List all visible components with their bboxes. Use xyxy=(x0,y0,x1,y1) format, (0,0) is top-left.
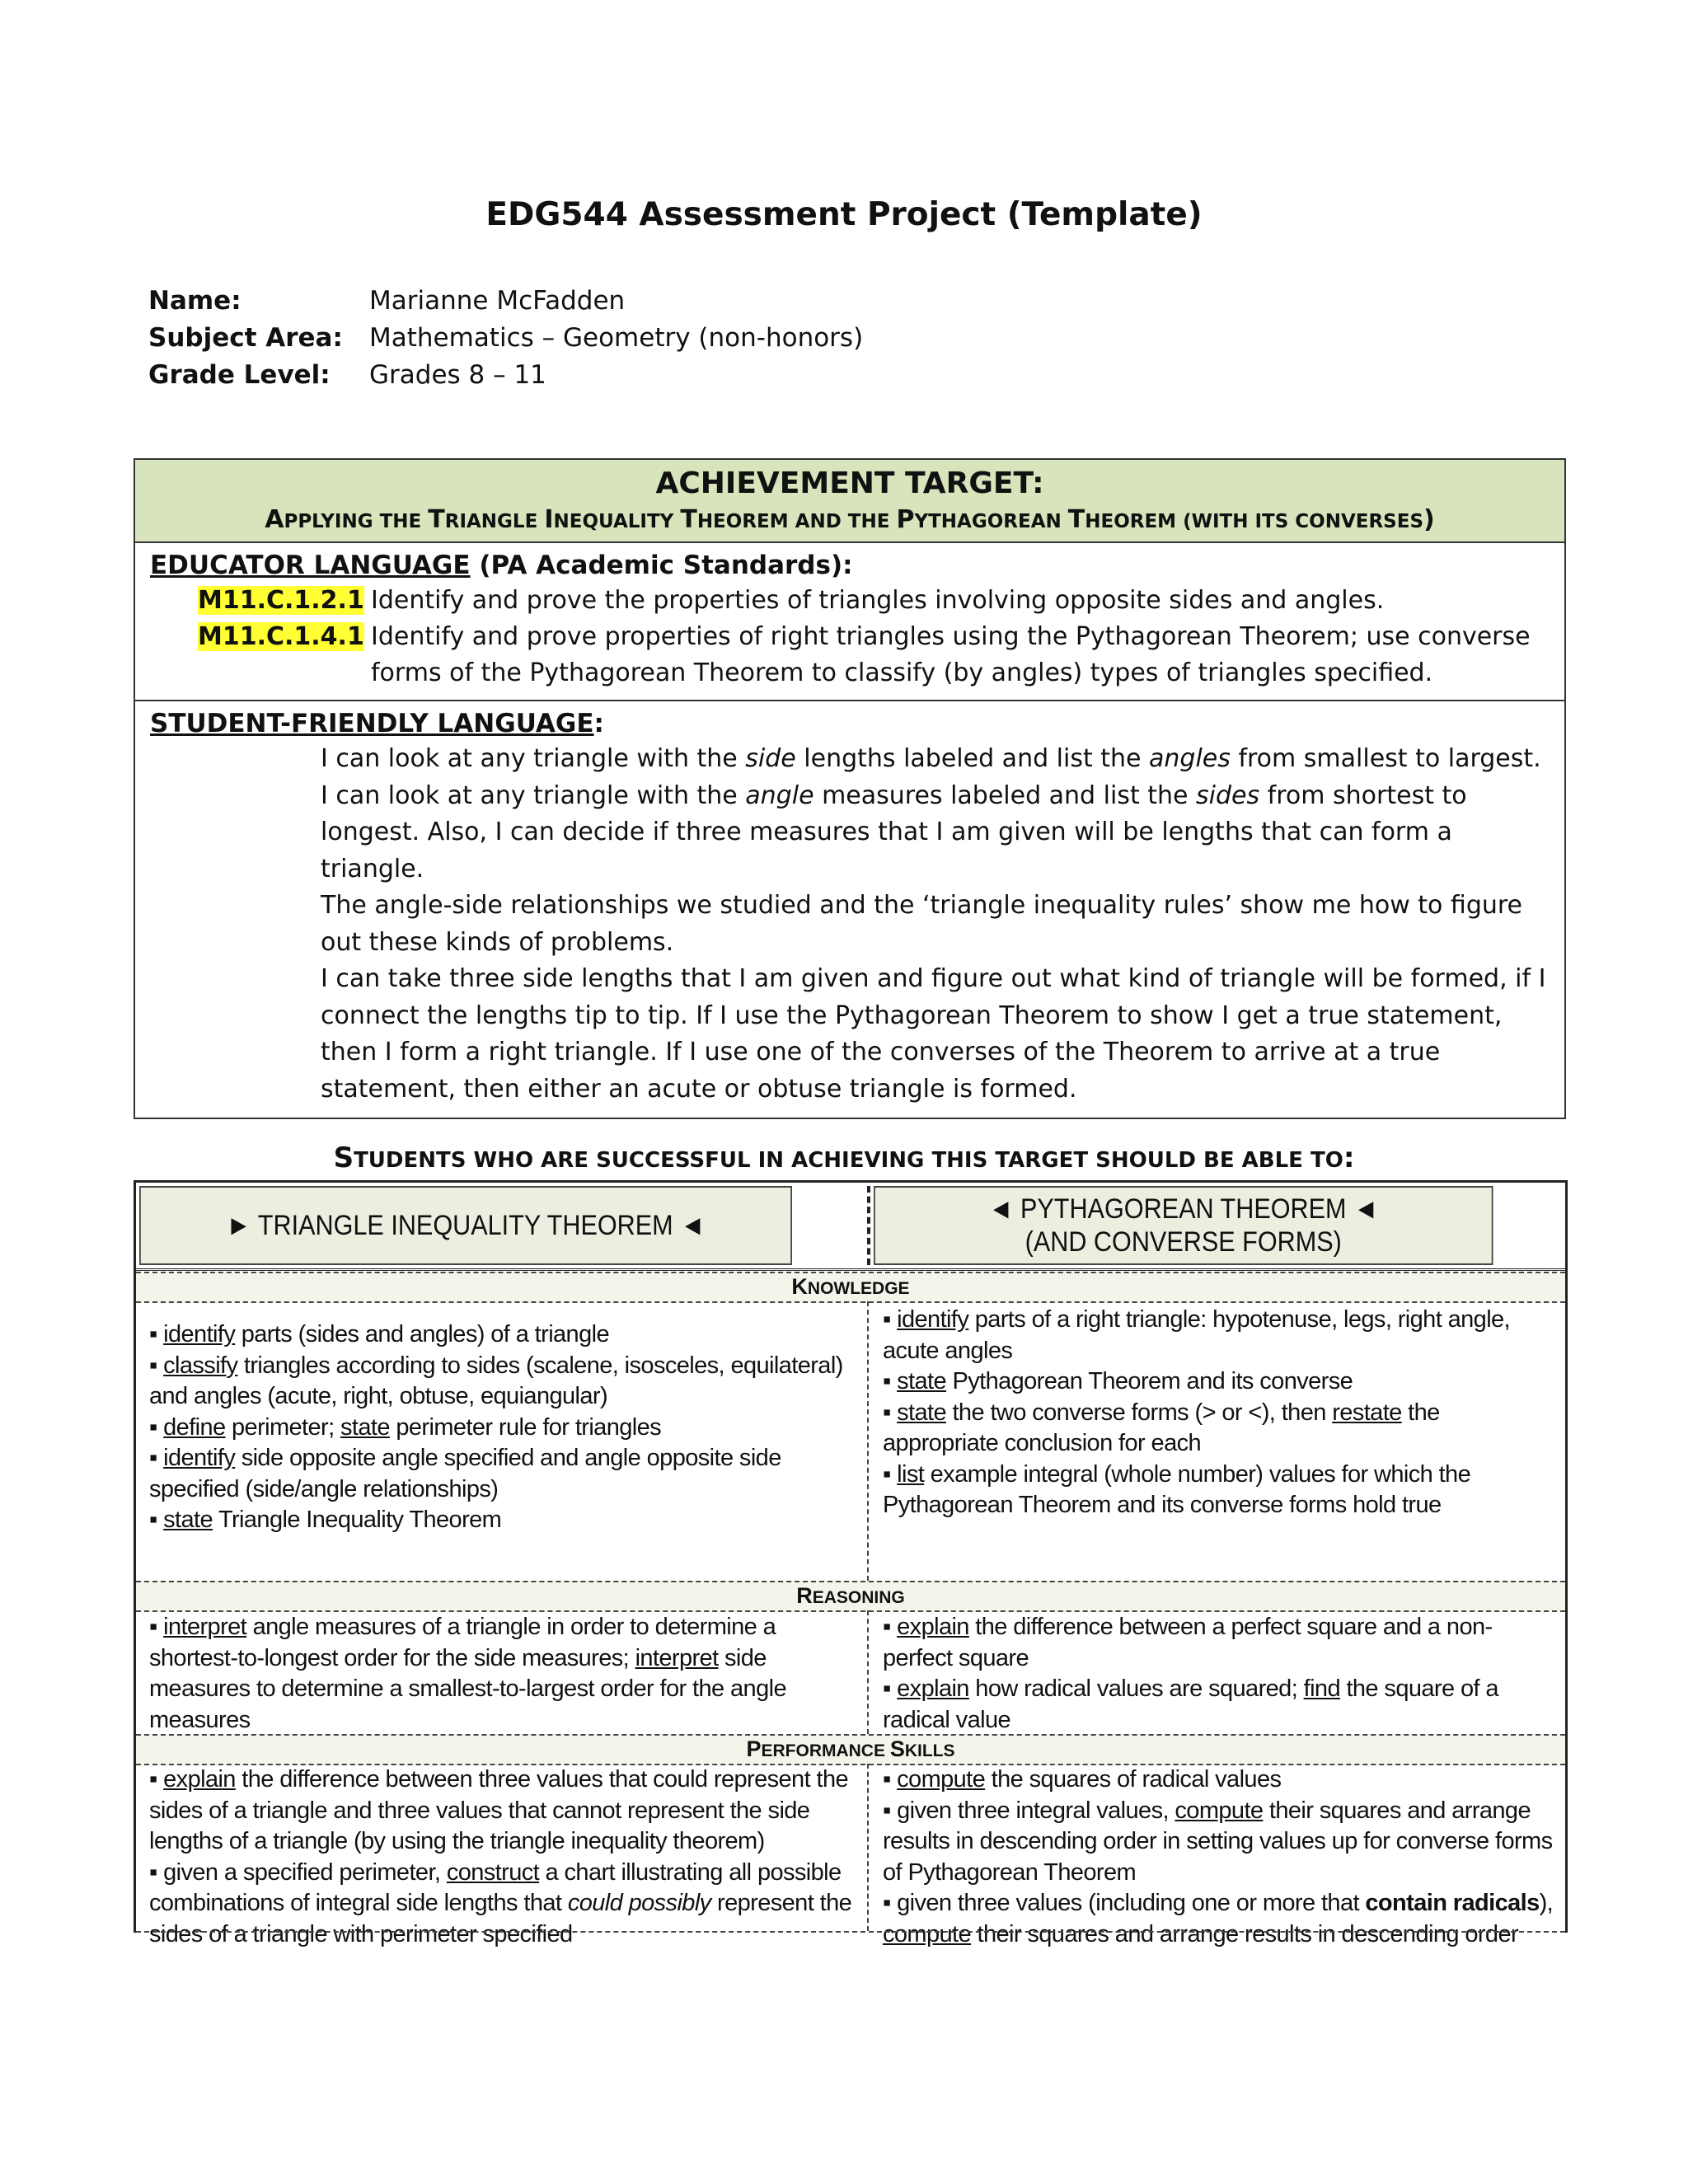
achievement-subtitle: APPLYING THE TRIANGLE INEQUALITY THEOREM AND THE PYTHAGOREAN THEOREM (WITH ITS CONVERSES) xyxy=(265,505,1435,534)
reasoning-left-cell: ▪ interpret angle measures of a triangle in order to determine a shortest-to-longest order for the side measures; interpret side measures to determine a smallest-to-largest order for the angle measures xyxy=(149,1614,786,1733)
header-divider xyxy=(867,1186,870,1265)
table-bottom-line xyxy=(136,1931,1565,1933)
column-divider xyxy=(867,1764,869,1931)
standard-code: M11.C.1.2.1 xyxy=(198,586,364,615)
success-heading: STUDENTS WHO ARE SUCCESSFUL IN ACHIEVING THIS TARGET SHOULD BE ABLE TO: xyxy=(333,1141,1355,1174)
knowledge-left-cell: ▪ identify parts (sides and angles) of a triangle ▪ classify triangles according to sides (scalene, isosceles, equilateral) and angles (acute, right, obtuse, equiangular) ▪ define perimeter; state perimeter rule for triangles ▪ identify side opposite angle specified and angle opposite side specified (side/angle relationships) ▪ state Triangle Inequality Theorem xyxy=(149,1321,843,1533)
performance-skills-band: PERFORMANCE SKILLS xyxy=(136,1734,1565,1765)
standard-row xyxy=(150,583,1550,619)
performance-right-cell: ▪ compute the squares of radical values ▪ given three integral values, compute their squares and arrange results in descending order in setting values up for converse forms of Pythagorean Theorem ▪ given three values (including one or more that contain radicals), compute their squares and arrange results in descending order xyxy=(883,1766,1554,1947)
student-heading: STUDENT-FRIENDLY LANGUAGE: xyxy=(150,709,604,738)
info-row-name xyxy=(148,282,863,319)
achievement-target-box xyxy=(134,458,1566,1119)
educator-language-section xyxy=(135,543,1564,701)
student-friendly-section xyxy=(135,701,1564,1118)
achievement-header xyxy=(135,460,1564,543)
educator-heading: EDUCATOR LANGUAGE (PA Academic Standards): xyxy=(150,551,853,580)
standard-text: Identify and prove properties of right triangles using the Pythagorean Theorem; use converse forms of the Pythagorean Theorem to classify (by angles) types of triangles specified. xyxy=(371,622,1531,687)
info-row-subject xyxy=(148,319,863,356)
reasoning-band: REASONING xyxy=(136,1581,1565,1612)
standard-row xyxy=(150,619,1550,691)
reasoning-right-cell: ▪ explain the difference between a perfect square and a non-perfect square ▪ explain how radical values are squared; find the square of a radical value xyxy=(883,1614,1498,1733)
standard-code: M11.C.1.4.1 xyxy=(198,622,364,651)
knowledge-right-cell: ▪ identify parts of a right triangle: hypotenuse, legs, right angle, acute angles ▪ state Pythagorean Theorem and its converse ▪ state the two converse forms (> or <), then restate the appropriate conclusion for each ▪ list example integral (whole number) values for which the Pythagorean Theorem and its converse forms hold true xyxy=(883,1306,1511,1518)
column-divider xyxy=(867,1610,869,1734)
info-label: Subject Area: xyxy=(148,322,343,353)
info-label: Grade Level: xyxy=(148,359,331,390)
info-value: Marianne McFadden xyxy=(369,285,626,316)
achievement-title: ACHIEVEMENT TARGET: xyxy=(655,466,1044,500)
info-row-grade xyxy=(148,356,863,393)
standard-text: Identify and prove the properties of triangles involving opposite sides and angles. xyxy=(371,586,1385,615)
pythagorean-header: ◄ PYTHAGOREAN THEOREM ◄ (AND CONVERSE FORMS) xyxy=(874,1186,1493,1265)
info-value: Grades 8 – 11 xyxy=(369,359,546,390)
student-friendly-text: I can look at any triangle with the side lengths labeled and list the angles from smallest to largest. I can look at any triangle with the angle measures labeled and list the sides from shortest to longest. Also, I can decide if three measures that I am given will be lengths that can form a triangle. The angle-side relationships we studied and the ‘triangle inequality rules’ show me how to figure out these kinds of problems. I can take three side lengths that I am given and figure out what kind of triangle will be formed, if I connect the lengths tip to tip. If I use the Pythagorean Theorem to show I get a true statement, then I form a right triangle. If I use one of the converses of the Theorem to arrive at a true statement, then either an acute or obtuse triangle is formed. xyxy=(321,744,1546,1104)
skills-table xyxy=(134,1180,1568,1947)
knowledge-band: KNOWLEDGE xyxy=(136,1272,1565,1303)
performance-left-cell: ▪ explain the difference between three values that could represent the sides of a triangle and three values that cannot represent the side lengths of a triangle (by using the triangle inequality theorem) ▪ given a specified perimeter, construct a chart illustrating all possible combinations of integral side lengths that could possibly represent the sides of a triangle with perimeter specified xyxy=(149,1766,852,1947)
document-title: EDG544 Assessment Project (Template) xyxy=(485,196,1203,233)
info-label: Name: xyxy=(148,285,241,316)
triangle-inequality-header: ► TRIANGLE INEQUALITY THEOREM ◄ xyxy=(139,1186,792,1265)
column-divider xyxy=(867,1301,869,1581)
info-value: Mathematics – Geometry (non-honors) xyxy=(369,322,864,353)
info-block xyxy=(148,282,863,393)
skills-header xyxy=(136,1183,1565,1271)
